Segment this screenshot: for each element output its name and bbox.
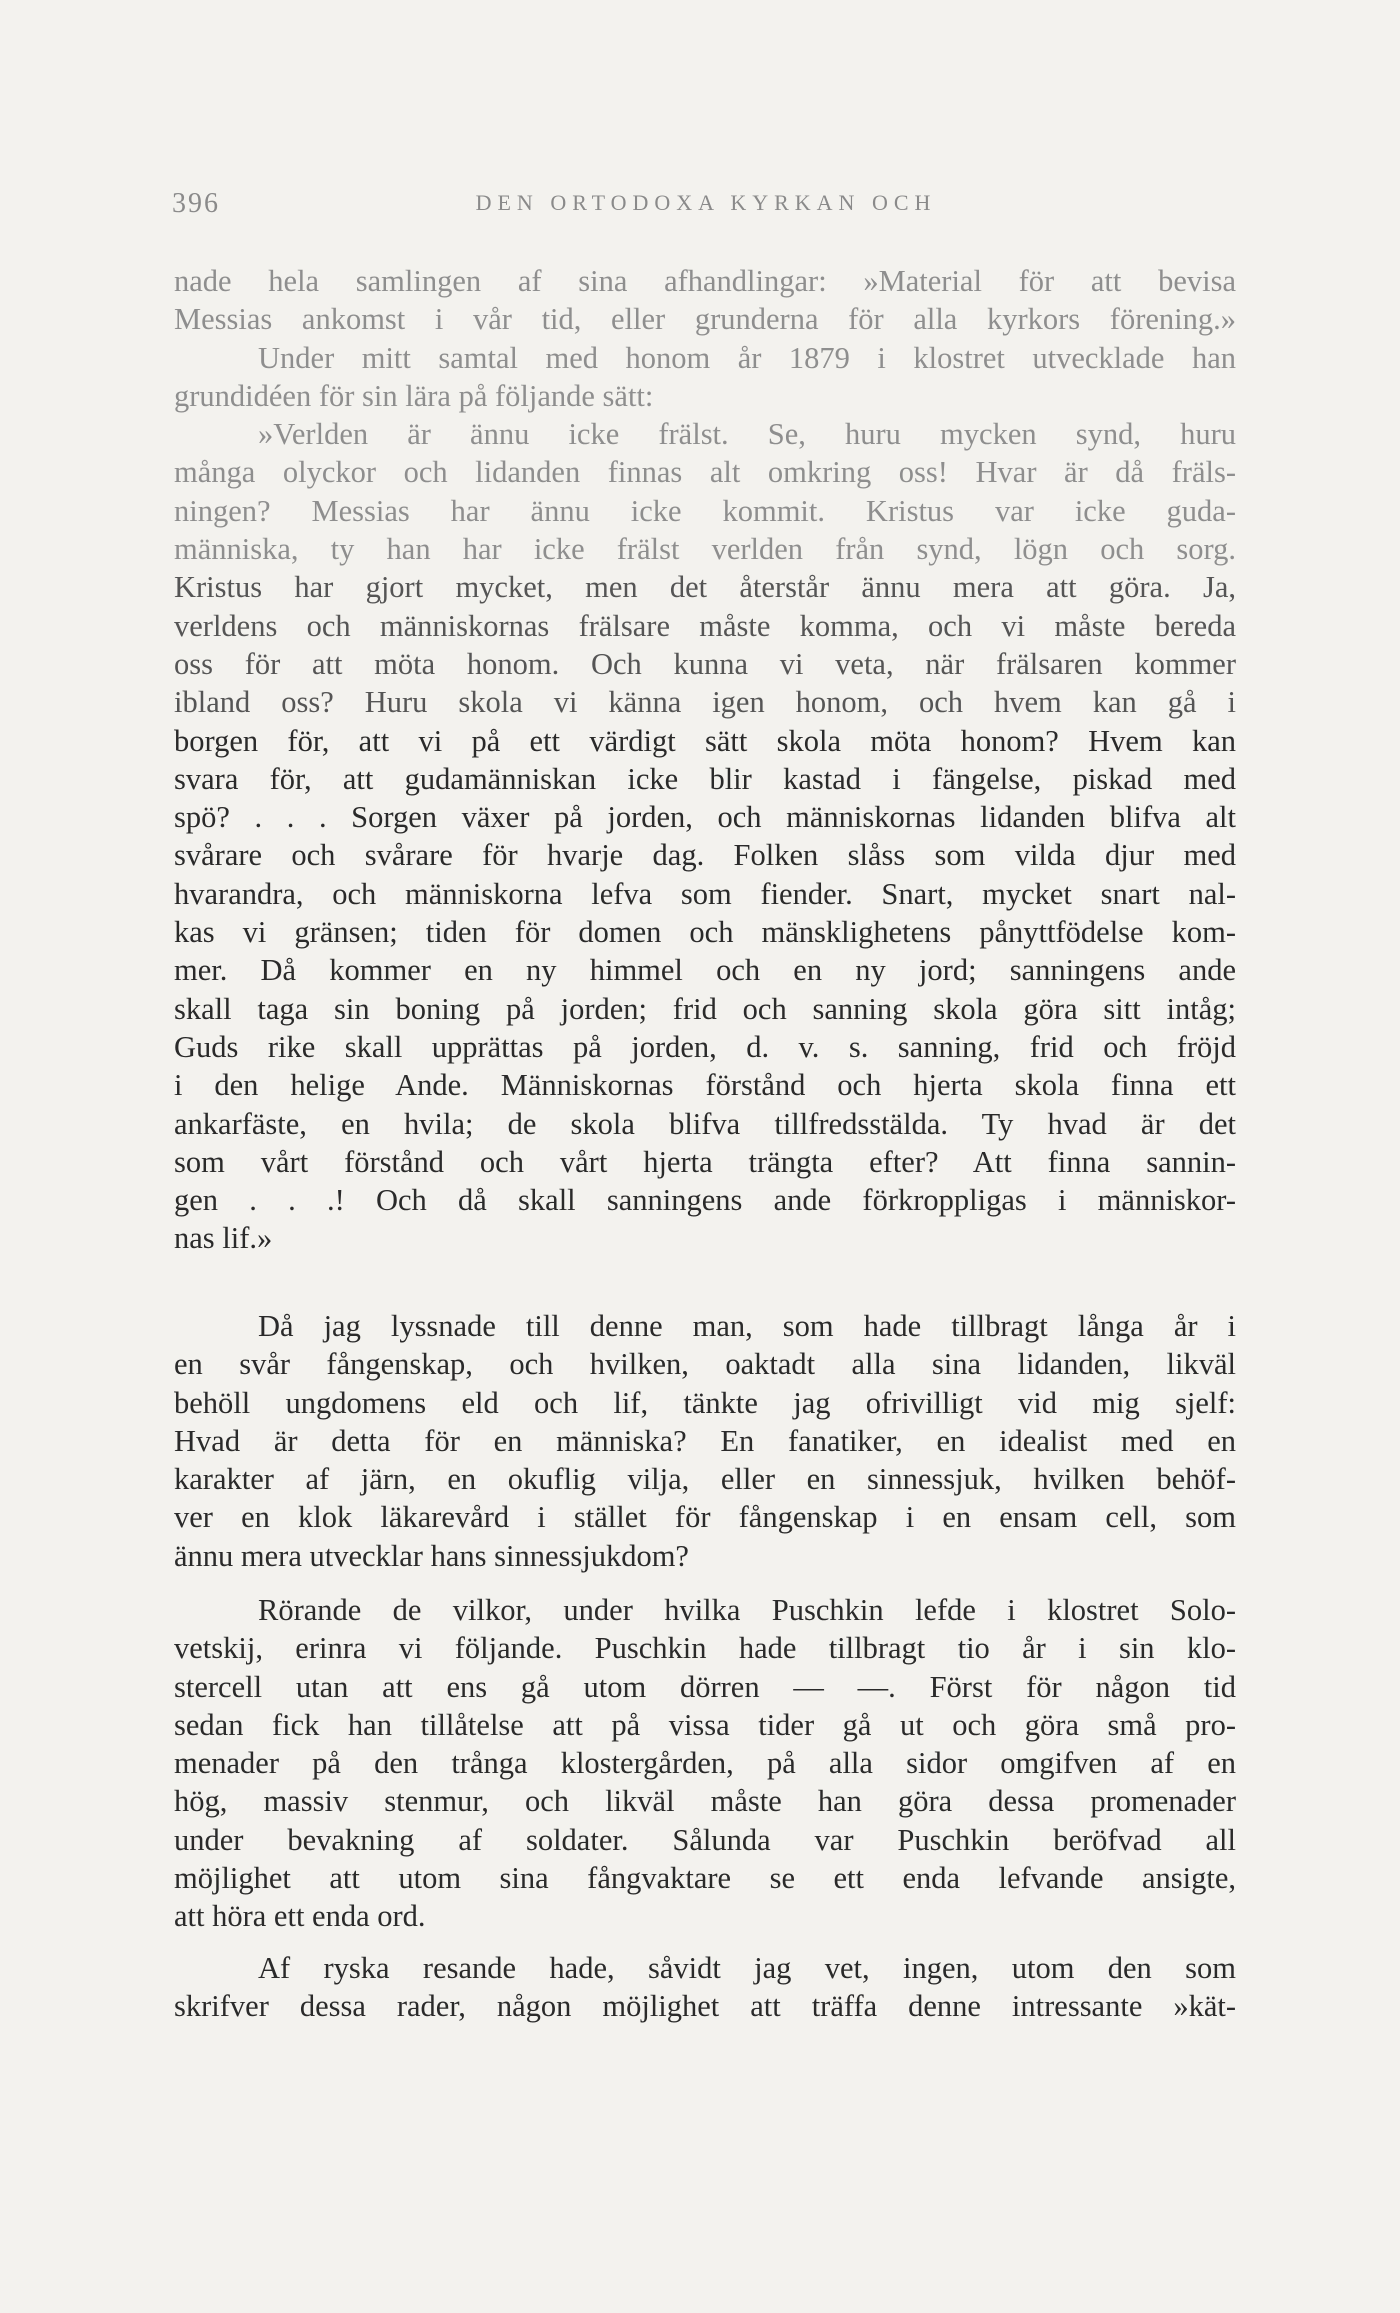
text-line: verldens och människornas frälsare måste komma, och vi måste bereda xyxy=(174,608,1236,643)
text-line: borgen för, att vi på ett värdigt sätt skola möta honom? Hvem kan xyxy=(174,723,1236,758)
text-line: skall taga sin boning på jorden; frid och sanning skola göra sitt intåg; xyxy=(174,991,1236,1026)
text-line: människa, ty han har icke frälst verlden från synd, lögn och sorg. xyxy=(174,532,1236,567)
text-line: Guds rike skall upprättas på jorden, d. v. s. sanning, frid och fröjd xyxy=(174,1029,1236,1064)
text-line: stercell utan att ens gå utom dörren — —. Först för någon tid xyxy=(174,1669,1236,1704)
running-head xyxy=(172,188,1240,228)
text-line: ningen? Messias har ännu icke kommit. Kristus var icke guda- xyxy=(174,493,1236,528)
text-line: grundidéen för sin lära på följande sätt: xyxy=(174,378,654,413)
running-title: DEN ORTODOXA KYRKAN OCH xyxy=(475,190,937,215)
text-line: Rörande de vilkor, under hvilka Puschkin lefde i klostret Solo- xyxy=(258,1593,1236,1627)
paragraph-group-4 xyxy=(174,1949,1236,2026)
text-line: Under mitt samtal med honom år 1879 i klostret utvecklade han xyxy=(258,340,1236,375)
text-line: mer. Då kommer en ny himmel och en ny jord; sanningens ande xyxy=(174,953,1236,988)
text-line: under bevakning af soldater. Sålunda var Puschkin beröfvad all xyxy=(174,1822,1236,1857)
text-line: möjlighet att utom sina fångvaktare se ett enda lefvande ansigte, xyxy=(174,1861,1236,1896)
text-line: nas lif.» xyxy=(174,1221,273,1256)
text-line: Då jag lyssnade till denne man, som hade tillbragt långa år i xyxy=(258,1309,1236,1343)
text-line: gen . . .! Och då skall sanningens ande förkroppligas i människor- xyxy=(174,1183,1236,1218)
text-line: skrifver dessa rader, någon möjlighet att träffa denne intressante »kät- xyxy=(174,1989,1236,2024)
text-line: som vårt förstånd och vårt hjerta trängta efter? Att finna sannin- xyxy=(174,1144,1236,1179)
text-line: Af ryska resande hade, såvidt jag vet, ingen, utom den som xyxy=(258,1951,1236,1985)
text-line: Hvad är detta för en människa? En fanatiker, en idealist med en xyxy=(174,1423,1236,1458)
text-line: oss för att möta honom. Och kunna vi veta, när frälsaren kommer xyxy=(174,646,1236,681)
text-line: svårare och svårare för hvarje dag. Folken slåss som vilda djur med xyxy=(174,838,1236,873)
text-line: vetskij, erinra vi följande. Puschkin hade tillbragt tio år i sin klo- xyxy=(174,1631,1236,1666)
text-line: nade hela samlingen af sina afhandlingar: »Material för att bevisa xyxy=(174,264,1236,298)
text-line: Messias ankomst i vår tid, eller grunderna för alla kyrkors förening.» xyxy=(174,302,1236,337)
page-number: 396 xyxy=(172,188,220,219)
text-line: ver en klok läkarevård i stället för fångenskap i en ensam cell, som xyxy=(174,1500,1236,1535)
text-line: ibland oss? Huru skola vi känna igen honom, och hvem kan gå i xyxy=(174,685,1236,720)
paragraph-group-1 xyxy=(174,262,1236,1258)
text-line: Kristus har gjort mycket, men det återstår ännu mera att göra. Ja, xyxy=(174,570,1236,605)
text-line: att höra ett enda ord. xyxy=(174,1899,426,1934)
text-line: behöll ungdomens eld och lif, tänkte jag ofrivilligt vid mig sjelf: xyxy=(174,1385,1236,1420)
paragraph-group-2 xyxy=(174,1307,1236,1575)
text-line: hög, massiv stenmur, och likväl måste han göra dessa promenader xyxy=(174,1784,1236,1819)
text-line: »Verlden är ännu icke frälst. Se, huru mycken synd, huru xyxy=(258,417,1236,452)
text-line: ännu mera utvecklar hans sinnessjukdom? xyxy=(174,1538,689,1573)
text-line: karakter af järn, en okuflig vilja, eller en sinnessjuk, hvilken behöf- xyxy=(174,1462,1236,1497)
text-line: spö? . . . Sorgen växer på jorden, och människornas lidanden blifva alt xyxy=(174,800,1236,835)
text-line: ankarfäste, en hvila; de skola blifva tillfredsstälda. Ty hvad är det xyxy=(174,1106,1236,1141)
paragraph-group-3 xyxy=(174,1591,1236,1936)
text-line: sedan fick han tillåtelse att på vissa tider gå ut och göra små pro- xyxy=(174,1707,1236,1742)
text-line: i den helige Ande. Människornas förstånd och hjerta skola finna ett xyxy=(174,1068,1236,1103)
text-line: en svår fångenskap, och hvilken, oaktadt alla sina lidanden, likväl xyxy=(174,1347,1236,1382)
text-line: svara för, att gudamänniskan icke blir kastad i fängelse, piskad med xyxy=(174,761,1236,796)
text-line: kas vi gränsen; tiden för domen och mänsklighetens pånyttfödelse kom- xyxy=(174,915,1236,950)
text-line: många olyckor och lidanden finnas alt omkring oss! Hvar är då fräls- xyxy=(174,455,1236,490)
text-line: menader på den trånga klostergården, på alla sidor omgifven af en xyxy=(174,1746,1236,1781)
text-line: hvarandra, och människorna lefva som fiender. Snart, mycket snart nal- xyxy=(174,876,1236,911)
